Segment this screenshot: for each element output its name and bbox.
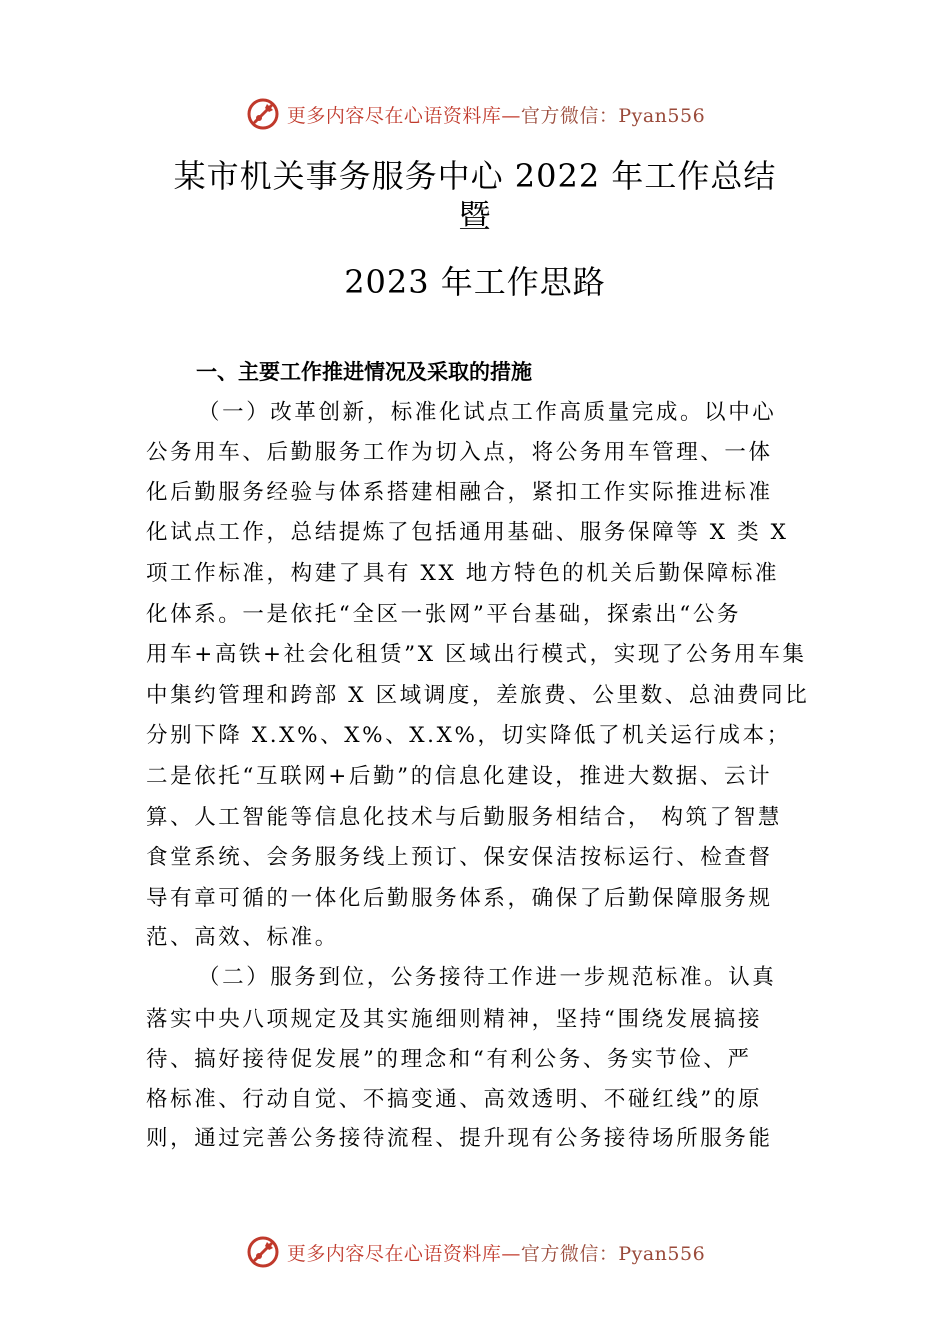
para1-line [198,397,776,429]
para1-line: 范、高效、标准。 [146,925,339,950]
para1-line: 食堂系统、会务服务线上预订、保安保洁按标运行、检查督 [146,845,773,870]
para1-line: 公务用车、后勤服务工作为切入点，将公务用车管理、一体 [146,440,773,465]
banner-main-text: 更多内容尽在心语资料库— [286,1242,521,1265]
para2-line: 格标准、行动自觉、不搞变通、高效透明、不碰红线”的原 [146,1087,763,1112]
para1-line: 分别下降 X.X%、X%、X.X%，切实降低了机关运行成本； [146,723,791,748]
para2-line: 待、搞好接待促发展”的理念和“有利公务、务实节俭、严 [146,1047,752,1072]
para2-line [198,962,776,994]
footer-banner [0,1232,950,1272]
para1-line: 化试点工作，总结提炼了包括通用基础、服务保障等 X 类 X [146,520,789,545]
para1-line: 二是依托“互联网+后勤”的信息化建设，推进大数据、云计 [146,764,773,789]
document-title-line3: 2023 年工作思路 [344,263,606,301]
para2-text: 认真 [728,965,777,990]
banner-main-text: 更多内容尽在心语资料库— [286,104,521,127]
header-banner [0,94,950,134]
para1-lead: （一）改革创新，标准化试点工作高质量完成。 [198,400,705,425]
para1-line: 用车+高铁+社会化租赁”X 区域出行模式，实现了公务用车集 [146,642,807,667]
para2-lead: （二）服务到位，公务接待工作进一步规范标准。 [198,965,729,990]
para1-line: 中集约管理和跨部 X 区域调度，差旅费、公里数、总油费同比 [146,683,810,708]
banner-text [287,101,705,128]
banner-wechat: 官方微信：Pyan556 [520,104,706,127]
para1-line: 算、人工智能等信息化技术与后勤服务相结合， 构筑了智慧 [146,805,783,830]
para2-line: 则，通过完善公务接待流程、提升现有公务接待场所服务能 [146,1126,773,1151]
section-heading: 一、主要工作推进情况及采取的措施 [196,360,532,384]
para1-line: 化后勤服务经验与体系搭建相融合，紧扣工作实际推进标准 [146,480,773,505]
banner-wechat: 官方微信：Pyan556 [520,1242,706,1265]
banner-text [287,1239,705,1266]
para1-line: 化体系。一是依托“全区一张网”平台基础，探索出“公务 [146,602,742,627]
para1-text: 以中心 [704,400,777,425]
para1-line: 导有章可循的一体化后勤服务体系，确保了后勤保障服务规 [146,886,773,911]
document-title-line1: 某市机关事务服务中心 2022 年工作总结 [173,157,777,195]
logo-icon [245,96,281,132]
logo-icon [245,1234,281,1270]
document-title-line2: 暨 [458,197,492,235]
para2-line: 落实中央八项规定及其实施细则精神，坚持“围绕发展搞接 [146,1007,763,1032]
para1-line: 项工作标准，构建了具有 XX 地方特色的机关后勤保障标准 [146,561,780,586]
